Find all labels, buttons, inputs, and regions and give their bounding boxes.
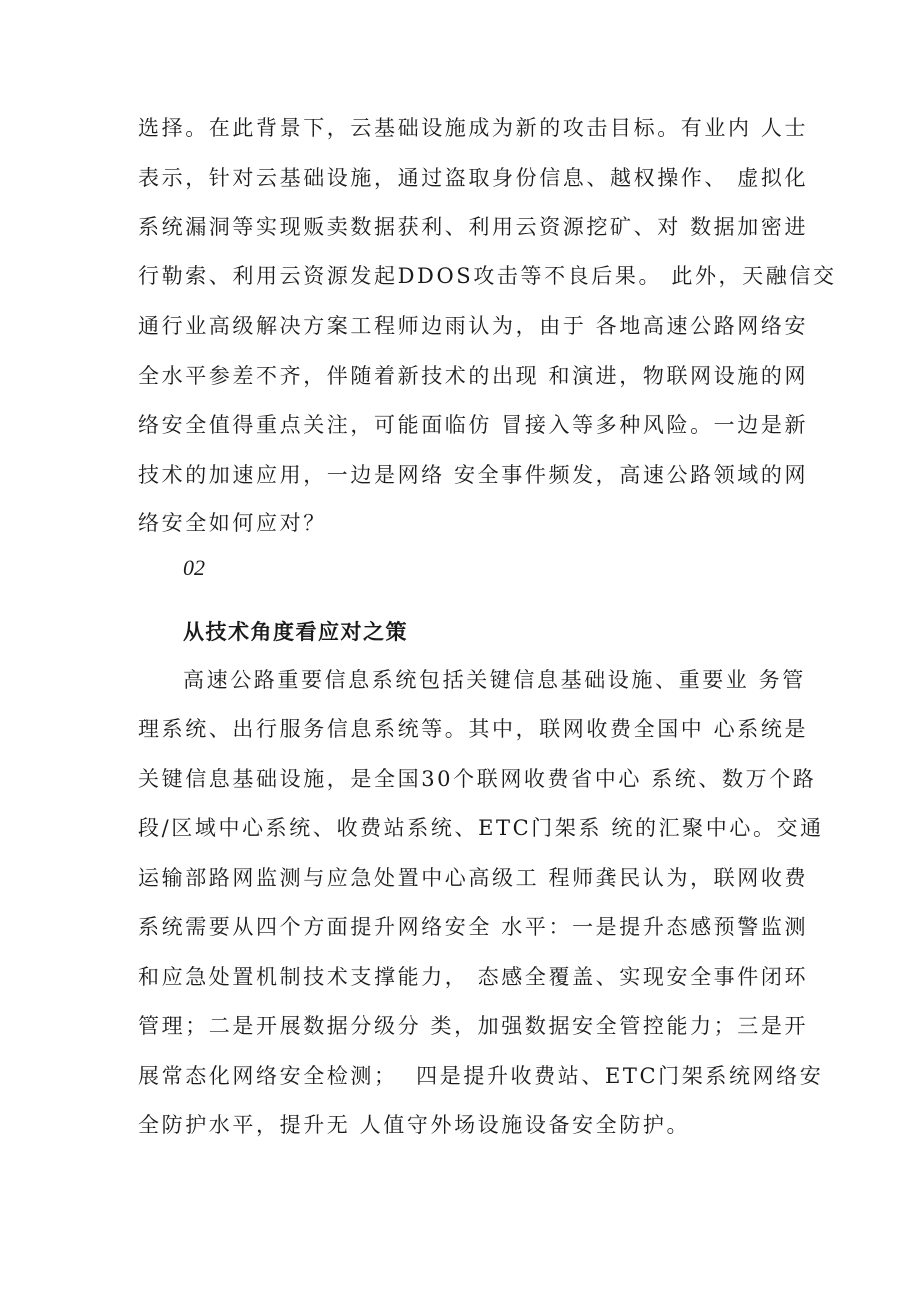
paragraph-line: 理系统、出行服务信息系统等。其中，联网收费全国中 心系统是 (138, 717, 809, 741)
paragraph-line: 全防护水平，提升无 人值守外场设施设备安全防护。 (138, 1113, 691, 1137)
paragraph-line: 全水平参差不齐，伴随着新技术的出现 和演进，物联网设施的网 (138, 364, 809, 388)
paragraph-line: 行勒索、利用云资源发起DDOS攻击等不良后果。 此外，天融信交 (138, 264, 837, 288)
paragraph-line: 技术的加速应用，一边是网络 安全事件频发，高速公路领域的网 (138, 463, 809, 487)
paragraph-line: 表示，针对云基础设施，通过盗取身份信息、越权操作、 虚拟化 (138, 166, 809, 190)
paragraph-line: 络安全值得重点关注，可能面临仿 冒接入等多种风险。一边是新 (138, 413, 809, 437)
paragraph-line: 系统需要从四个方面提升网络安全 水平：一是提升态感预警监测 (138, 915, 809, 939)
paragraph-line: 段/区域中心系统、收费站系统、ETC门架系 统的汇聚中心。交通 (138, 816, 824, 840)
paragraph-line: 通行业高级解决方案工程师边雨认为，由于 各地高速公路网络安 (138, 314, 809, 338)
paragraph-line: 运输部路网监测与应急处置中心高级工 程师龚民认为，联网收费 (138, 866, 809, 890)
paragraph-line: 展常态化网络安全检测； 四是提升收费站、ETC门架系统网络安 (138, 1064, 824, 1088)
paragraph-line: 选择。在此背景下，云基础设施成为新的攻击目标。有业内 人士 (138, 116, 809, 140)
section-number: 02 (183, 555, 205, 580)
paragraph-line: 管理；二是开展数据分级分 类，加强数据安全管控能力；三是开 (138, 1014, 809, 1038)
section-title: 从技术角度看应对之策 (183, 620, 408, 644)
paragraph-line: 关键信息基础设施，是全国30个联网收费省中心 系统、数万个路 (138, 767, 817, 791)
paragraph-line: 高速公路重要信息系统包括关键信息基础设施、重要业 务管 (183, 668, 806, 692)
paragraph-line: 系统漏洞等实现贩卖数据获利、利用云资源挖矿、对 数据加密进 (138, 215, 809, 239)
paragraph-line: 络安全如何应对？ (138, 511, 327, 535)
paragraph-line: 和应急处置机制技术支撑能力， 态感全覆盖、实现安全事件闭环 (138, 965, 809, 989)
